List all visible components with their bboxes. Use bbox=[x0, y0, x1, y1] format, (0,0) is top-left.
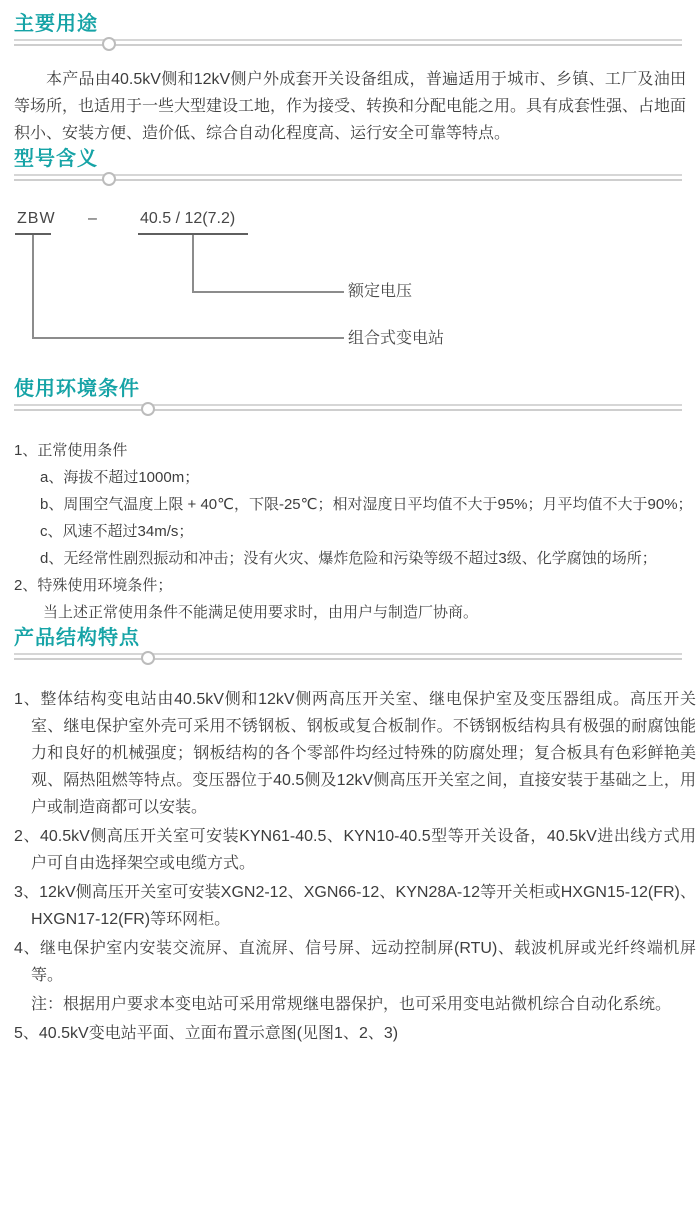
model-designation-diagram bbox=[14, 205, 696, 377]
list-item-marker: b、 bbox=[40, 496, 64, 513]
label-combined-substation: 组合式变电站 bbox=[348, 330, 445, 347]
list-item-text: 12kV侧高压开关室可安装XGN2-12、XGN66-12、KYN28A-12等开关柜或HXGN15-12(FR)、HXGN17-12(FR)等环网柜。 bbox=[31, 884, 696, 928]
section-environment-conditions bbox=[14, 377, 696, 626]
list-item bbox=[40, 464, 696, 491]
model-series-code: ZBW bbox=[17, 210, 56, 227]
list-item-marker: 注： bbox=[31, 996, 64, 1013]
list-item-marker: 2、 bbox=[14, 828, 40, 845]
list-item-text: 40.5kV变电站平面、立面布置示意图(见图1、2、3) bbox=[38, 1025, 399, 1042]
list-item-continuation bbox=[43, 599, 696, 626]
list-item-marker: 4、 bbox=[14, 940, 41, 957]
section-model-meaning bbox=[14, 147, 696, 377]
section-main-use bbox=[14, 12, 696, 147]
list-item-marker: 5、 bbox=[14, 1025, 39, 1042]
section-title-environment: 使用环境条件 bbox=[14, 378, 140, 400]
list-item-marker: 1、 bbox=[14, 691, 41, 708]
list-item-text: 继电保护室内安装交流屏、直流屏、信号屏、远动控制屏(RTU)、载波机屏或光纤终端机屏等。 bbox=[31, 940, 696, 984]
environment-conditions-list bbox=[14, 437, 696, 626]
list-item bbox=[14, 823, 696, 877]
divider-circle-ornament bbox=[141, 402, 155, 416]
list-item-text: 40.5kV侧高压开关室可安装KYN61-40.5、KYN10-40.5型等开关设备，40.5kV进出线方式用户可自由选择架空或电缆方式。 bbox=[31, 828, 696, 872]
list-item-text: 无经常性剧烈振动和冲击；没有火灾、爆炸危险和污染等级不超过3级、化学腐蚀的场所； bbox=[63, 550, 657, 567]
connector-vertical-series bbox=[32, 235, 34, 339]
list-item-text: 整体结构变电站由40.5kV侧和12kV侧两高压开关室、继电保护室及变压器组成。高压开关室、继电保护室外壳可采用不锈钢板、钢板或复合板制作。不锈钢板结构具有极强的耐腐蚀能力和良好的机械强度；钢板结构的各个零部件均经过特殊的防腐处理；复合板具有色彩鲜艳美观、隔热阻燃等特点。变压器位于40.5侧及12kV侧高压开关室之间，直接安装于基础之上，用户或制造商都可以安装。 bbox=[31, 691, 696, 816]
divider-circle-ornament bbox=[141, 651, 155, 665]
list-item bbox=[40, 518, 696, 545]
list-item-text: 根据用户要求本变电站可采用常规继电器保护，也可采用变电站微机综合自动化系统。 bbox=[63, 996, 672, 1013]
connector-horizontal-rated-voltage bbox=[192, 291, 344, 293]
structure-features-list bbox=[14, 686, 696, 1047]
divider-circle-ornament bbox=[102, 37, 116, 51]
list-item-text: 风速不超过34m/s； bbox=[62, 523, 194, 540]
section-title-structure-features: 产品结构特点 bbox=[14, 627, 140, 649]
section-divider bbox=[14, 653, 682, 660]
model-dash: – bbox=[88, 210, 97, 227]
list-item bbox=[14, 572, 696, 599]
section-divider bbox=[14, 404, 682, 411]
list-item bbox=[14, 935, 696, 989]
list-item bbox=[14, 1020, 696, 1047]
main-use-paragraph: 本产品由40.5kV侧和12kV侧户外成套开关设备组成，普遍适用于城市、乡镇、工厂及油田等场所，也适用于一些大型建设工地，作为接受、转换和分配电能之用。具有成套性强、占地面积小、安装方便、造价低、综合自动化程度高、运行安全可靠等特点。 bbox=[14, 71, 687, 142]
section-title-main-use: 主要用途 bbox=[14, 13, 98, 35]
connector-vertical-spec bbox=[192, 235, 194, 293]
label-rated-voltage: 额定电压 bbox=[348, 283, 413, 300]
list-item-marker: 3、 bbox=[14, 884, 40, 901]
list-item-text: 正常使用条件 bbox=[37, 442, 128, 459]
connector-horizontal-combined-substation bbox=[32, 337, 344, 339]
list-item-marker: c、 bbox=[40, 523, 63, 540]
section-divider bbox=[14, 174, 682, 181]
list-item-marker: a、 bbox=[40, 469, 64, 486]
list-item bbox=[40, 545, 696, 572]
list-item-text: 周围空气温度上限 + 40℃，下限-25℃；相对湿度日平均值不大于95%；月平均值不大于90%； bbox=[63, 496, 693, 513]
list-item bbox=[14, 686, 696, 821]
model-voltage-spec: 40.5 / 12(7.2) bbox=[140, 210, 236, 227]
list-item-note bbox=[14, 991, 696, 1018]
list-item-marker: d、 bbox=[40, 550, 64, 567]
list-item bbox=[14, 437, 696, 464]
list-item-text: 特殊使用环境条件； bbox=[37, 577, 173, 594]
section-divider bbox=[14, 39, 682, 46]
list-item-marker: 2、 bbox=[14, 577, 38, 594]
list-item-text: 海拔不超过1000m； bbox=[63, 469, 200, 486]
list-item-marker: 1、 bbox=[14, 442, 38, 459]
section-title-model-meaning: 型号含义 bbox=[14, 148, 98, 170]
divider-circle-ornament bbox=[102, 172, 116, 186]
list-item-text: 当上述正常使用条件不能满足使用要求时，由用户与制造厂协商。 bbox=[43, 604, 479, 621]
list-item bbox=[14, 879, 696, 933]
section-structure-features bbox=[14, 626, 696, 1047]
list-item bbox=[40, 491, 696, 518]
